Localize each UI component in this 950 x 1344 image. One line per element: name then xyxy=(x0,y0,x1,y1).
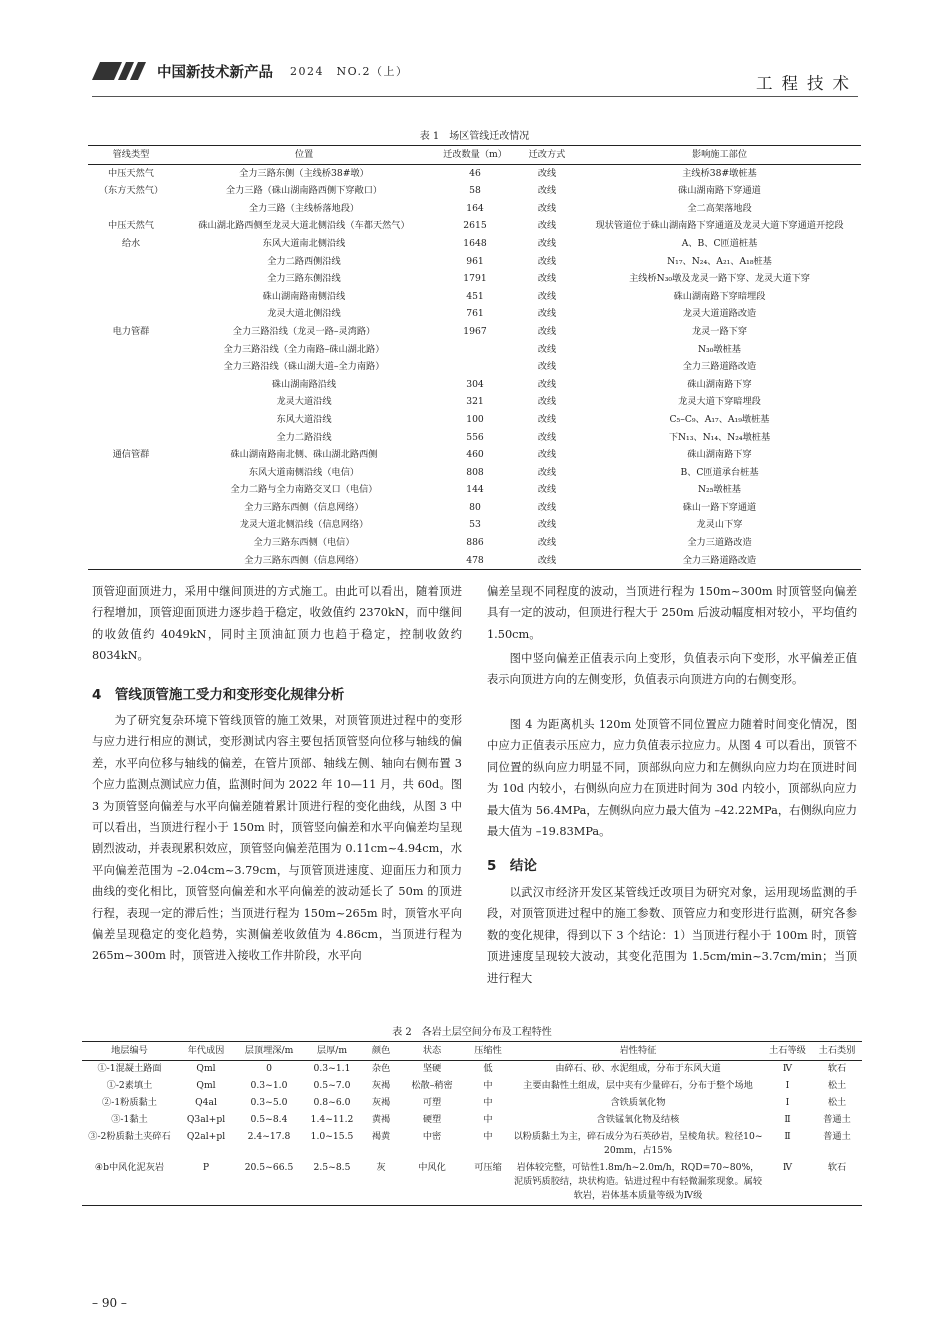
table1-cell: 全力三路东西侧（电信） xyxy=(253,537,355,549)
table1-cell: 321 xyxy=(466,396,484,408)
table1-cell: 全力三路沿线（龙灵一路–灵湾路） xyxy=(232,325,376,337)
table1-cell xyxy=(88,376,174,394)
table1-cell: 龙灵大道沿线 xyxy=(276,396,332,408)
table1-cell: 电力管群 xyxy=(112,325,150,337)
table1-cell: 龙灵大道下穿暗埋段 xyxy=(678,396,761,408)
table2-header-cell: 土石等级 xyxy=(769,1045,806,1056)
header-divider xyxy=(92,96,858,97)
table1-cell: 改线 xyxy=(537,343,557,355)
table1-cell: 80 xyxy=(469,501,481,513)
table1-cell: 全力三路沿线（全力南路–硃山湖北路） xyxy=(223,343,385,355)
table1-cell: 961 xyxy=(466,255,484,267)
table1 xyxy=(88,145,861,570)
table2-cell: Q4al xyxy=(195,1097,217,1108)
table1-row xyxy=(88,305,861,323)
table2-cell: 黄褐 xyxy=(371,1114,391,1125)
table2-cell: ③-2粉质黏土夹碎石 xyxy=(88,1131,171,1142)
table1-cell xyxy=(434,358,516,376)
section-5-heading: 5 结论 xyxy=(487,858,537,874)
table1-cell: 全力三路（硃山湖南路西侧下穿敞口） xyxy=(225,185,383,197)
table2 xyxy=(82,1041,862,1206)
table2-cell: ④b中风化泥灰岩 xyxy=(94,1162,165,1173)
table1-cell: N₂₅墩桩基 xyxy=(698,484,741,496)
table1-row xyxy=(88,446,861,464)
table1-cell: 给水 xyxy=(121,237,141,249)
table1-cell: 556 xyxy=(466,431,484,443)
table1-cell: C₅–C₉、A₁₇、A₁₉墩桩基 xyxy=(669,413,770,425)
table1-cell: 改线 xyxy=(537,167,557,179)
table1-cell: 53 xyxy=(469,519,481,531)
table1-cell: 100 xyxy=(466,413,484,425)
table2-cell: 杂色 xyxy=(371,1063,391,1074)
table1-cell: 全力二路与全力南路交叉口（电信） xyxy=(230,484,378,496)
table2-row xyxy=(82,1129,862,1160)
left-paragraph-2: 为了研究复杂环境下管线顶管的施工效果，对顶管顶进过程中的变形与应力进行相应的测试，变形测试内容主要包括顶管竖向位移与轴线的偏差，水平向位移与轴线的偏差，在管片顶部、轴线左侧、轴向右侧布置 3 个应力监测点测试应力值，监测时间为 2022 年 10—11 月，共 60d。图 3 为顶管竖向偏差与水平向偏差随着累计顶进行程的变化曲线，从图 3 中可以看出，当顶进行程小于 150m 时，顶管竖向偏差和水平向偏差均呈现剧烈波动，并表现累积效应，顶管竖向偏差范围为 0.11cm~4.94cm，水平向偏差范围为 –2.04cm~3.79cm，与顶管顶进速度、迎面压力和顶力曲线的变化相比，顶管竖向偏差和水平向偏差的波动延长了 50m 的顶进行程，表现一定的滞后性；当顶进行程为 150m~265m 时，顶管水平向偏差呈现稳定的变化趋势，实测偏差收敛值为 4.86cm，当顶进行程为 265m~300m 时，顶管进入接收工作井阶段，水平向 xyxy=(92,714,462,963)
table1-cell: 改线 xyxy=(537,484,557,496)
table2-cell: 坚硬 xyxy=(422,1063,442,1074)
table1-cell: 硃山湖南路南北侧、硃山湖北路西侧 xyxy=(230,449,378,461)
table1-cell xyxy=(88,429,174,447)
table2-cell: 0.5~8.4 xyxy=(250,1114,288,1125)
right-paragraph-2: 图中竖向偏差正值表示向上变形，负值表示向下变形，水平偏差正值表示向顶进方向的左侧变形，负值表示向顶进方向的右侧变形。 xyxy=(487,652,857,687)
left-paragraph-1: 顶管迎面顶进力，采用中继间顶进的方式施工。由此可以看出，随着顶进行程增加，顶管迎面顶进力逐步趋于稳定，收敛值约 2370kN，而中继间的收敛值约 4049kN，同时主顶油缸顶力也趋于稳定，控制收敛约 8034kN。 xyxy=(92,585,462,663)
table2-cell: 灰褐 xyxy=(371,1080,391,1091)
table1-cell xyxy=(88,288,174,306)
table1-row xyxy=(88,481,861,499)
table1-cell: 164 xyxy=(466,202,484,214)
table1-cell: 龙灵大道道路改造 xyxy=(682,308,757,320)
table2-cell: Ⅱ xyxy=(784,1114,791,1125)
table1-cell: 全力三道路改造 xyxy=(687,537,752,549)
right-paragraph-1: 偏差呈现不同程度的波动，当顶进行程为 150m~300m 时顶管竖向偏差具有一定的波动，但顶进行程大于 250m 后波动幅度相对较小，平均值约 1.50cm。 xyxy=(487,585,857,641)
table2-cell: Ⅰ xyxy=(785,1080,790,1091)
table2-cell: 0.8~6.0 xyxy=(313,1097,351,1108)
table2-cell: Qml xyxy=(196,1063,216,1074)
table1-cell: 全二高架落地段 xyxy=(687,202,752,214)
table1-cell: 改线 xyxy=(537,449,557,461)
table2-header-cell: 层厚/m xyxy=(316,1045,348,1056)
table1-cell xyxy=(88,499,174,517)
table1-cell: 1791 xyxy=(463,273,487,285)
table1-cell: 改线 xyxy=(537,273,557,285)
table1-cell: 改线 xyxy=(537,220,557,232)
table1-cell: 东风大道南侧沿线（电信） xyxy=(248,466,360,478)
table2-cell: Ⅳ xyxy=(782,1162,793,1173)
table1-cell: 改线 xyxy=(537,290,557,302)
table2-cell: 20.5~66.5 xyxy=(244,1162,294,1173)
table1-cell: 全力二路沿线 xyxy=(276,431,332,443)
table1-cell xyxy=(88,305,174,323)
table2-cell: ③-1黏土 xyxy=(111,1114,148,1125)
table1-cell: 761 xyxy=(466,308,484,320)
table1-caption: 表 1 场区管线迁改情况 xyxy=(419,131,530,142)
table1-cell: 全力三路东西侧（信息网络） xyxy=(244,554,364,566)
table2-cell: 褐黄 xyxy=(371,1131,391,1142)
journal-logo-icon xyxy=(92,62,152,80)
table2-row xyxy=(82,1061,862,1079)
table2-cell: 软石 xyxy=(827,1063,847,1074)
table2-cell: ②-1粉质黏土 xyxy=(102,1097,157,1108)
table2-cell: 灰褐 xyxy=(371,1097,391,1108)
table1-cell xyxy=(88,393,174,411)
table1-row xyxy=(88,464,861,482)
table2-row xyxy=(82,1160,862,1206)
table1-cell: 硃山湖南路下穿 xyxy=(687,378,752,390)
table2-header-cell: 年代成因 xyxy=(187,1045,225,1056)
table2-row xyxy=(82,1078,862,1095)
table1-cell xyxy=(88,481,174,499)
table1-cell: 304 xyxy=(466,378,484,390)
table2-row xyxy=(82,1112,862,1129)
table1-row xyxy=(88,534,861,552)
table1-cell: 龙灵大道北侧沿线 xyxy=(267,308,341,320)
table1-cell: 改线 xyxy=(537,396,557,408)
table1-cell: 改线 xyxy=(537,237,557,249)
table1-cell: 改线 xyxy=(537,554,557,566)
table2-caption: 表 2 各岩土层空间分布及工程特性 xyxy=(392,1027,552,1038)
table1-cell: 改线 xyxy=(537,255,557,267)
table1-cell: 中压天然气 xyxy=(108,220,154,232)
table1-header-cell: 迁改方式 xyxy=(528,149,566,160)
table2-cell: 2.4~17.8 xyxy=(247,1131,291,1142)
table1-cell: 硃山湖南路下穿通道 xyxy=(678,185,761,197)
table2-cell: 中密 xyxy=(422,1131,442,1142)
table1-cell: N₃₀墩桩基 xyxy=(698,343,741,355)
table2-cell: 普通土 xyxy=(823,1131,851,1142)
table1-cell: （东方天然气） xyxy=(98,185,164,197)
table1-cell xyxy=(88,200,174,218)
table1-row xyxy=(88,516,861,534)
table2-cell: 0.3~1.0 xyxy=(250,1080,288,1091)
table1-row xyxy=(88,200,861,218)
table2-cell: P xyxy=(202,1162,210,1173)
table1-cell: 硃山湖南路下穿暗埋段 xyxy=(673,290,766,302)
table1-cell: 全力三路东西侧（信息网络） xyxy=(244,501,364,513)
table2-cell: 普通土 xyxy=(823,1114,851,1125)
table1-cell xyxy=(88,552,174,570)
section-title: 工程技术 xyxy=(756,74,858,93)
table1-cell: 1648 xyxy=(463,237,487,249)
table1-cell: 主线桥38#墩桩基 xyxy=(682,167,757,179)
table1-cell: 46 xyxy=(469,167,481,179)
table1-cell xyxy=(88,464,174,482)
section-4-heading: 4 管线顶管施工受力和变形变化规律分析 xyxy=(92,687,345,703)
table1-row xyxy=(88,393,861,411)
table2-cell: 以粉质黏土为主，碎石成分为石英砂岩，呈棱角状。粒径10~20mm，占15% xyxy=(513,1131,763,1156)
table2-header-cell: 地层编号 xyxy=(111,1045,148,1056)
table2-cell: 含铁质氧化物 xyxy=(610,1097,666,1108)
table2-cell: Ⅰ xyxy=(785,1097,790,1108)
table1-row xyxy=(88,376,861,394)
table1-cell: 通信管群 xyxy=(112,449,150,461)
table1-cell: 全力三路道路改造 xyxy=(682,554,757,566)
table1-cell xyxy=(88,253,174,271)
table1-row xyxy=(88,429,861,447)
table2-cell: 由碎石、砂、水泥组成，分布于东风大道 xyxy=(555,1063,721,1074)
table1-cell: 全力三路沿线（硃山湖大道–全力南路） xyxy=(223,361,385,373)
table1-cell: 451 xyxy=(466,290,484,302)
right-paragraph-4: 以武汉市经济开发区某管线迁改项目为研究对象，运用现场监测的手段，对顶管顶进过程中的施工参数、顶管应力和变形进行监测，研究各参数的变化规律，得到以下 3 个结论：1）当顶进行程小于 100m 时，顶管顶进速度呈现较大波动，其变化范围为 1.5cm/min~3.7cm/min；当顶进行程大 xyxy=(487,886,857,985)
table1-cell: 硃山湖南路沿线 xyxy=(271,378,337,390)
table1-row xyxy=(88,552,861,570)
journal-title: 中国新技术新产品 xyxy=(157,65,273,81)
table1-cell: 58 xyxy=(469,185,481,197)
table1-row xyxy=(88,341,861,359)
table1-cell: 龙灵一路下穿 xyxy=(691,325,748,337)
table2-cell: Ⅳ xyxy=(782,1063,793,1074)
table1-row xyxy=(88,270,861,288)
table2-cell: 0.3~1.1 xyxy=(313,1063,351,1074)
table1-cell: 改线 xyxy=(537,519,557,531)
table1-cell: 东风大道南北侧沿线 xyxy=(262,237,346,249)
table1-cell: B、C匝道承台桩基 xyxy=(680,466,759,478)
table2-cell: 0 xyxy=(266,1063,272,1074)
table1-cell: 全力三路东侧沿线 xyxy=(267,273,341,285)
table2-header-cell: 层顶埋深/m xyxy=(244,1045,294,1056)
table1-cell: 改线 xyxy=(537,537,557,549)
table1-cell: 改线 xyxy=(537,466,557,478)
table1-cell: 龙灵山下穿 xyxy=(696,519,743,531)
table2-cell: ①-2素填土 xyxy=(106,1080,153,1091)
table1-row xyxy=(88,235,861,253)
table2-cell: 松散–稍密 xyxy=(411,1080,453,1091)
table1-row xyxy=(88,358,861,376)
table1-cell: 808 xyxy=(466,466,484,478)
table1-cell: 改线 xyxy=(537,378,557,390)
table2-cell: 含铁锰氧化物及结核 xyxy=(596,1114,680,1125)
table1-cell: 144 xyxy=(466,484,484,496)
table2-cell: 1.4~11.2 xyxy=(310,1114,354,1125)
table1-cell: 全力三路（主线桥落地段） xyxy=(248,202,360,214)
table1-cell xyxy=(88,534,174,552)
table1-header-cell: 迁改数量（m） xyxy=(443,149,507,160)
table2-cell: 1.0~15.5 xyxy=(310,1131,354,1142)
table1-cell: 中压天然气 xyxy=(108,167,154,179)
table1-row xyxy=(88,288,861,306)
table1-cell: 改线 xyxy=(537,308,557,320)
table1-cell: 硃山一路下穿通道 xyxy=(682,501,757,513)
table2-cell: 岩体较完整，可钻性1.8m/h~2.0m/h，RQD=70~80%，泥质钙质胶结，块状构造。钻进过程中有轻微漏浆现象。属较软岩，岩体基本质量等级为Ⅳ级 xyxy=(513,1162,763,1201)
table2-cell: 软石 xyxy=(827,1162,847,1173)
table1-row xyxy=(88,499,861,517)
table2-cell: 中 xyxy=(483,1097,493,1108)
table2-cell: 中风化 xyxy=(418,1162,446,1173)
table1-cell: 现状管道位于硃山湖南路下穿通道及龙灵大道下穿通道开挖段 xyxy=(595,220,844,232)
table1-cell xyxy=(88,411,174,429)
table1-cell: 1967 xyxy=(463,325,487,337)
table1-cell: 886 xyxy=(466,537,484,549)
table1-cell xyxy=(88,358,174,376)
table1-row xyxy=(88,164,861,182)
page-number: – 90 – xyxy=(92,1296,127,1310)
table1-header-cell: 位置 xyxy=(294,149,314,160)
table1-cell: 改线 xyxy=(537,431,557,443)
table2-cell: 可压缩 xyxy=(474,1162,502,1173)
table1-row xyxy=(88,323,861,341)
table2-cell: 松土 xyxy=(827,1097,847,1108)
table1-row xyxy=(88,253,861,271)
table1-header-cell: 管线类型 xyxy=(112,149,150,160)
table1-cell: 改线 xyxy=(537,361,557,373)
table1-cell xyxy=(434,341,516,359)
table2-cell: 主要由黏性土组成，层中夹有少量碎石，分布于整个场地 xyxy=(523,1080,753,1091)
table1-cell: 龙灵大道北侧沿线（信息网络） xyxy=(239,519,369,531)
table1-cell xyxy=(88,341,174,359)
table2-cell: ①-1混凝土路面 xyxy=(97,1063,162,1074)
right-paragraph-3: 图 4 为距离机头 120m 处顶管不同位置应力随着时间变化情况，图中应力正值表示压应力，应力负值表示拉应力。从图 4 可以看出，顶管不同位置的纵向应力明显不同，顶部纵向应力和左侧纵向应力均在顶进时间为 10d 内较小，右侧纵向应力在顶进时间为 30d 内较小，顶部纵向应力最大值为 56.4MPa，左侧纵向应力最大值为 –42.22MPa，右侧纵向应力最大值为 –19.83MPa。 xyxy=(487,718,857,839)
table2-cell: 硬塑 xyxy=(422,1114,442,1125)
table1-cell: 主线桥N₃₀墩及龙灵一路下穿、龙灵大道下穿 xyxy=(629,273,810,285)
table2-cell: Q2al+pl xyxy=(186,1131,226,1142)
table1-cell: 东风大道沿线 xyxy=(276,413,332,425)
table2-header-cell: 状态 xyxy=(422,1045,442,1056)
table1-cell: 460 xyxy=(466,449,484,461)
table1-cell: 硃山湖南路南侧沿线 xyxy=(262,290,346,302)
table2-cell: 松土 xyxy=(827,1080,847,1091)
table2-cell: 可塑 xyxy=(422,1097,442,1108)
table2-cell: 中 xyxy=(483,1080,493,1091)
table1-cell: 改线 xyxy=(537,501,557,513)
table1-cell: 硃山湖南路下穿 xyxy=(687,449,752,461)
table2-cell: 0.3~5.0 xyxy=(250,1097,288,1108)
table1-cell: 2615 xyxy=(463,220,487,232)
table1-row xyxy=(88,217,861,235)
table1-cell: 478 xyxy=(466,554,484,566)
table2-cell: Q3al+pl xyxy=(186,1114,226,1125)
table1-cell: N₁₇、N₂₄、A₂₁、A₁₈桩基 xyxy=(667,255,772,267)
journal-issue: 2024 NO.2（上） xyxy=(290,65,409,78)
table2-cell: 2.5~8.5 xyxy=(313,1162,351,1173)
table2-cell: 0.5~7.0 xyxy=(313,1080,351,1091)
table1-cell: 全力三路道路改造 xyxy=(682,361,757,373)
table2-cell: 中 xyxy=(483,1131,493,1142)
table1-header-cell: 影响施工部位 xyxy=(691,149,748,160)
table1-cell: 改线 xyxy=(537,325,557,337)
table1-cell xyxy=(88,516,174,534)
table2-header-cell: 颜色 xyxy=(371,1045,391,1056)
table2-row xyxy=(82,1095,862,1112)
table2-cell: 中 xyxy=(483,1114,493,1125)
table2-header-cell: 压缩性 xyxy=(474,1045,502,1056)
table2-header-cell: 土石类别 xyxy=(818,1045,856,1056)
table1-cell: 全力三路东侧（主线桥38#墩） xyxy=(239,167,369,179)
table1-cell: A、B、C匝道桩基 xyxy=(681,237,758,249)
table1-cell: 全力二路西侧沿线 xyxy=(267,255,341,267)
table2-cell: Ⅱ xyxy=(784,1131,791,1142)
table2-cell: 灰 xyxy=(376,1162,386,1173)
table1-cell: 改线 xyxy=(537,185,557,197)
table1-cell: 改线 xyxy=(537,413,557,425)
table1-row xyxy=(88,182,861,200)
table1-row xyxy=(88,411,861,429)
table1-cell xyxy=(88,270,174,288)
table2-cell: 低 xyxy=(483,1063,493,1074)
table2-cell: Qml xyxy=(196,1080,216,1091)
table1-cell: 硃山湖北路西侧至龙灵大道北侧沿线（车都天然气） xyxy=(198,220,410,232)
table1-cell: 下N₁₃、N₁₄、N₂₄墩桩基 xyxy=(668,431,771,443)
table2-header-cell: 岩性特征 xyxy=(619,1045,657,1056)
table1-cell: 改线 xyxy=(537,202,557,214)
